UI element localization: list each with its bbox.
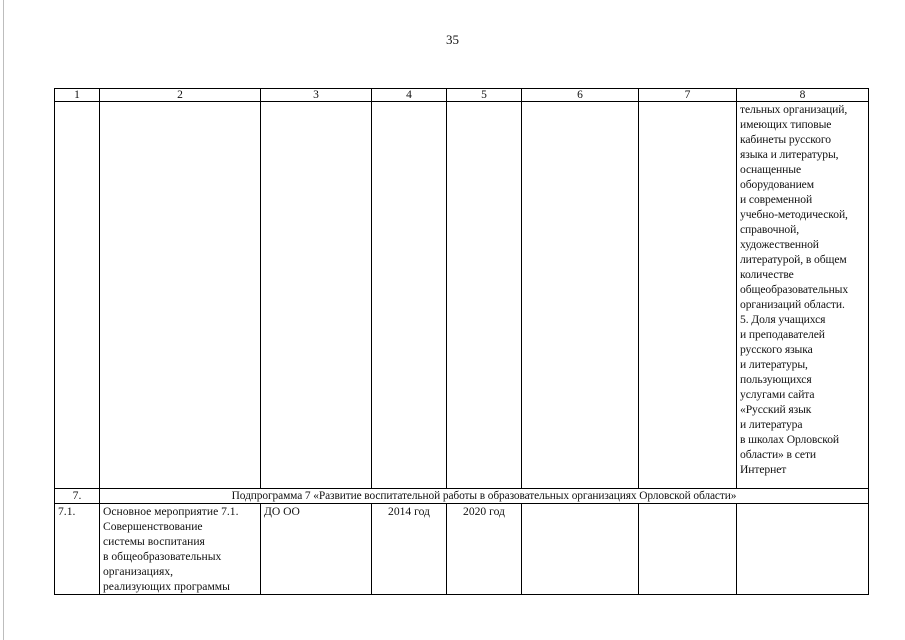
text-line: Основное мероприятие 7.1.: [103, 505, 239, 518]
text-line: в школах Орловской: [740, 433, 840, 446]
page-edge-line: [3, 0, 4, 640]
table-cell: [737, 504, 869, 595]
table-cell: [639, 504, 737, 595]
column-number: 5: [447, 89, 522, 102]
table-cell: [100, 102, 261, 489]
text-line: Совершенствование: [103, 520, 203, 533]
column-number-row: [55, 89, 869, 102]
text-line: Интернет: [740, 463, 787, 476]
table-cell: [261, 102, 372, 489]
text-line: художественной: [740, 238, 819, 251]
subprogram-number: 7.: [55, 489, 100, 504]
program-table: [54, 88, 869, 595]
text-line: количестве: [740, 268, 794, 281]
page-number: 35: [446, 32, 459, 47]
text-line: 5. Доля учащихся: [740, 313, 826, 326]
text-line: русского языка: [740, 343, 813, 356]
text-line: в общеобразовательных: [103, 550, 222, 563]
text-line: имеющих типовые: [740, 118, 832, 131]
column-number: 7: [639, 89, 737, 102]
end-year-cell: 2020 год: [447, 504, 522, 595]
table-row: [55, 504, 869, 595]
text-line: пользующихся: [740, 373, 812, 386]
text-line: общеобразовательных: [740, 283, 849, 296]
text-line: литературой, в общем: [740, 253, 847, 266]
continuation-row: [55, 102, 869, 489]
subprogram-title: Подпрограмма 7 «Развитие воспитательной работы в образовательных организациях Орловской области»: [100, 489, 869, 504]
table-cell: [522, 504, 639, 595]
column-number: 2: [100, 89, 261, 102]
column-number: 3: [261, 89, 372, 102]
table-cell: [522, 102, 639, 489]
text-line: языка и литературы,: [740, 148, 839, 161]
executor-cell: ДО ОО: [261, 504, 372, 595]
column-number: 4: [372, 89, 447, 102]
text-line: «Русский язык: [740, 403, 812, 416]
table-cell: [55, 102, 100, 489]
measure-description-cell: [100, 504, 261, 595]
column-number: 8: [737, 89, 869, 102]
text-line: оснащенные: [740, 163, 801, 176]
text-line: тельных организаций,: [740, 103, 848, 116]
table-cell: [639, 102, 737, 489]
text-line: области» в сети: [740, 448, 817, 461]
column-number: 1: [55, 89, 100, 102]
column-number: 6: [522, 89, 639, 102]
text-line: и преподавателей: [740, 328, 825, 341]
start-year-cell: 2014 год: [372, 504, 447, 595]
text-line: кабинеты русского: [740, 133, 831, 146]
text-line: организаций области.: [740, 298, 845, 311]
text-line: услугами сайта: [740, 388, 815, 401]
row-number: 7.1.: [55, 504, 100, 595]
table-cell: [447, 102, 522, 489]
table-cell: [372, 102, 447, 489]
indicator-text-cell: [737, 102, 869, 489]
text-line: системы воспитания: [103, 535, 205, 548]
text-line: учебно-методической,: [740, 208, 848, 221]
text-line: и современной: [740, 193, 813, 206]
text-line: и литература: [740, 418, 803, 431]
text-line: оборудованием: [740, 178, 814, 191]
text-line: и литературы,: [740, 358, 808, 371]
text-line: реализующих программы: [103, 580, 230, 593]
subprogram-row: [55, 489, 869, 504]
text-line: справочной,: [740, 223, 800, 236]
text-line: организациях,: [103, 565, 174, 578]
